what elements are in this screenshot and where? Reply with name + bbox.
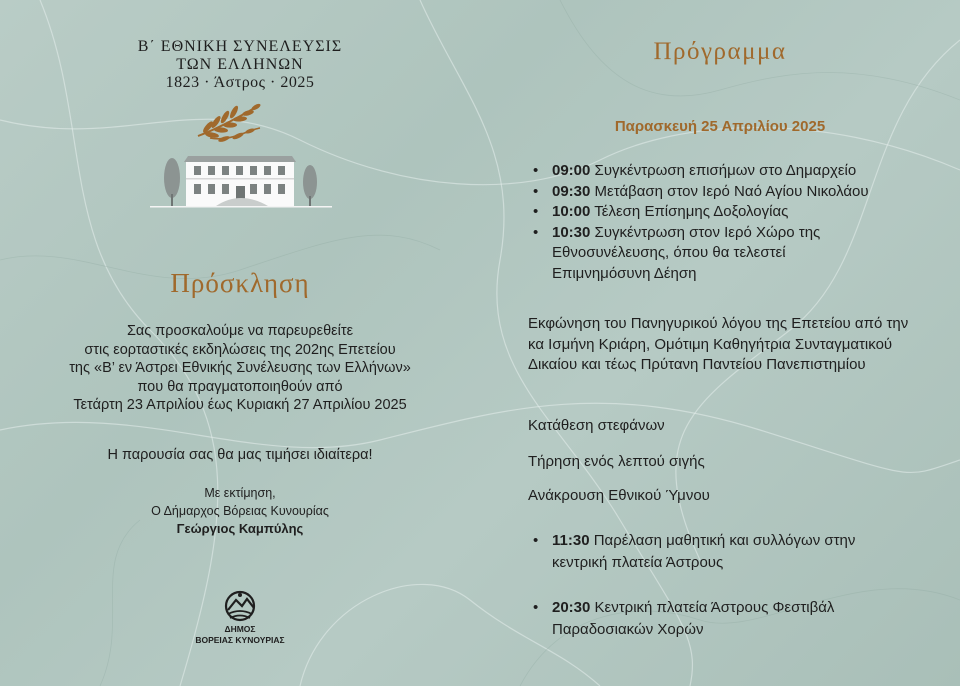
- logo-line-1: ΔΗΜΟΣ: [224, 624, 256, 634]
- parade-schedule-list: [528, 530, 928, 574]
- schedule-time: 09:00: [552, 162, 591, 179]
- speech-paragraph: Εκφώνηση του Πανηγυρικού λόγου της Επετείου από την κα Ισμήνη Κριάρη, Ομότιμη Καθηγήτρια Συνταγματικού Δικαίου και τέως Πρύτανη Παντείου Πανεπιστημίου: [528, 315, 909, 373]
- invitation-line: Τετάρτη 23 Απριλίου έως Κυριακή 27 Απριλίου 2025: [73, 397, 407, 413]
- schedule-text: Συγκέντρωση στον Ιερό Χώρο της Εθνοσυνέλευσης, όπου θα τελεστεί Επιμνημόσυνη Δέηση: [552, 223, 821, 282]
- invitation-text: [20, 322, 460, 415]
- schedule-text: Κεντρική πλατεία Άστρους Φεστιβάλ Παραδοσιακών Χορών: [552, 599, 835, 638]
- invitation-line: στις εορταστικές εκδηλώσεις της 202ης Επετείου: [84, 341, 396, 358]
- header-line-3: 1823 · Άστρος · 2025: [165, 74, 315, 91]
- program-date: Παρασκευή 25 Απριλίου 2025: [614, 118, 826, 135]
- national-assembly-building-icon: [150, 148, 332, 212]
- regards-text: Με εκτίμηση,: [204, 486, 276, 500]
- signature-block: [20, 484, 460, 538]
- schedule-time: 20:30: [552, 599, 591, 616]
- schedule-time: 11:30: [552, 532, 590, 549]
- signer-name: Γεώργιος Καμπύλης: [176, 521, 304, 536]
- schedule-text: Συγκέντρωση επισήμων στο Δημαρχείο: [594, 162, 857, 179]
- honor-line: Η παρουσία σας θα μας τιμήσει ιδιαίτερα!: [107, 447, 373, 463]
- morning-schedule-list: [528, 161, 928, 284]
- schedule-time: 10:30: [552, 223, 591, 241]
- municipality-logo-text: [160, 624, 320, 646]
- program-title: Πρόγραμμα: [653, 38, 787, 65]
- invitation-title: Πρόσκληση: [170, 268, 310, 298]
- wreath-laying-text: Κατάθεση στεφάνων: [528, 417, 665, 434]
- minute-silence-text: Τήρηση ενός λεπτού σιγής: [528, 453, 705, 470]
- laurel-branch-icon: [190, 100, 264, 144]
- schedule-item: [528, 223, 882, 285]
- signer-title: Ο Δήμαρχος Βόρειας Κυνουρίας: [151, 504, 329, 518]
- invitation-line: που θα πραγματοποιηθούν από: [137, 378, 343, 395]
- logo-line-2: ΒΟΡΕΙΑΣ ΚΥΝΟΥΡΙΑΣ: [195, 635, 285, 645]
- schedule-text: Τέλεση Επίσημης Δοξολογίας: [594, 203, 789, 220]
- evening-schedule-list: [528, 597, 928, 641]
- invitation-line: της «Β’ εν Άστρει Εθνικής Συνέλευσης των Ελλήνων»: [69, 360, 411, 376]
- municipality-logo-icon: [216, 588, 264, 624]
- header-line-2: ΤΩΝ ΕΛΛΗΝΩΝ: [176, 56, 304, 73]
- schedule-item: [528, 530, 912, 574]
- schedule-time: 09:30: [552, 182, 591, 200]
- schedule-item: [528, 161, 928, 182]
- event-header: [0, 38, 480, 92]
- schedule-item: [528, 182, 928, 203]
- national-anthem-text: Ανάκρουση Εθνικού Ύμνου: [528, 487, 710, 504]
- schedule-text: Μετάβαση στον Ιερό Ναό Αγίου Νικολάου: [594, 182, 869, 200]
- header-line-1: Β΄ ΕΘΝΙΚΗ ΣΥΝΕΛΕΥΣΙΣ: [137, 38, 343, 55]
- schedule-time: 10:00: [552, 203, 591, 220]
- schedule-text: Παρέλαση μαθητική και συλλόγων στην κεντρική πλατεία Άστρους: [552, 532, 856, 571]
- schedule-item: [528, 202, 928, 223]
- schedule-item: [528, 597, 842, 641]
- invitation-line: Σας προσκαλούμε να παρευρεθείτε: [126, 323, 354, 339]
